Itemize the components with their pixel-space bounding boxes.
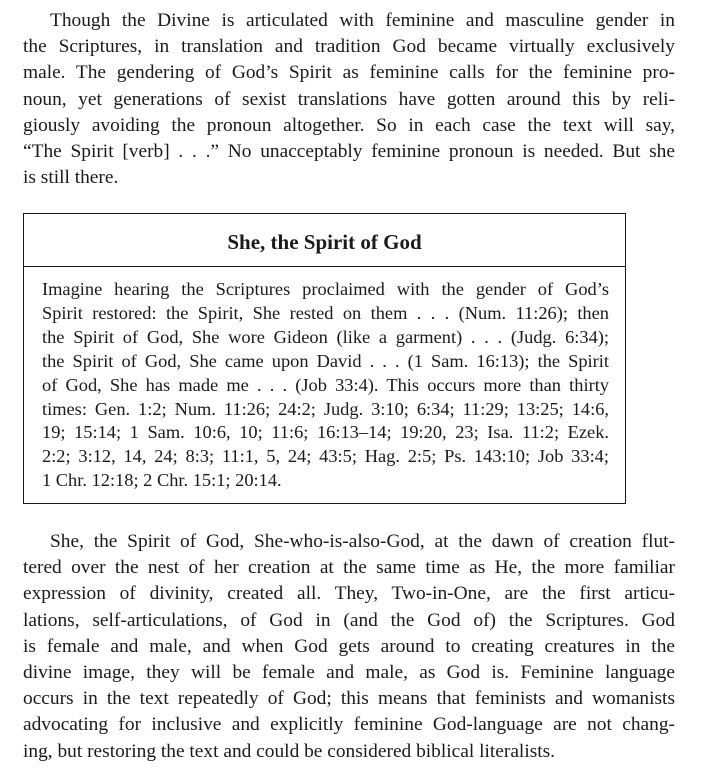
sidebar-line: 19; 15:14; 1 Sam. 10:6, 10; 11:6; 16:13–14; 19:20, 23; Isa. 11:2; Ezek. bbox=[42, 422, 609, 443]
sidebar-line: of God, She has made me . . . (Job 33:4). This occurs more than thirty bbox=[42, 374, 609, 395]
paragraph-line: ing, but restoring the text and could be considered biblical literalists. bbox=[23, 740, 556, 762]
sidebar-line: times: Gen. 1:2; Num. 11:26; 24:2; Judg. 3:10; 6:34; 11:29; 13:25; 14:6, bbox=[42, 398, 609, 419]
paragraph-line: tered over the nest of her creation at the same time as He, the more familiar bbox=[23, 557, 675, 579]
sidebar-line: Imagine hearing the Scriptures proclaimed with the gender of God’s bbox=[42, 279, 609, 299]
paragraph-line: the Scriptures, in translation and tradition God became virtually exclusively bbox=[23, 36, 675, 58]
sidebar-box bbox=[23, 213, 626, 504]
paragraph-line: “The Spirit [verb] . . .” No unacceptably feminine pronoun is needed. But she bbox=[23, 141, 675, 163]
paragraph-line: She, the Spirit of God, She-who-is-also-God, at the dawn of creation flut- bbox=[50, 531, 675, 552]
paragraph-line: expression of divinity, created all. They, Two-in-One, are the first articu- bbox=[23, 583, 675, 605]
paragraph-line: Though the Divine is articulated with feminine and masculine gender in bbox=[50, 10, 675, 31]
paragraph-line: occurs in the text repeatedly of God; this means that feminists and womanists bbox=[23, 688, 675, 710]
paragraph-line: giously avoiding the pronoun altogether. So in each case the text will say, bbox=[23, 114, 675, 136]
sidebar-line: 2:2; 3:12, 14, 24; 8:3; 11:1, 5, 24; 43:5; Hag. 2:5; Ps. 143:10; Job 33:4; bbox=[42, 446, 609, 467]
paragraph-line: lations, self-articulations, of God in (and the God of) the Scriptures. God bbox=[23, 609, 675, 631]
sidebar-line: the Spirit of God, She wore Gideon (like a garment) . . . (Judg. 6:34); bbox=[42, 326, 609, 347]
paragraph-line: male. The gendering of God’s Spirit as feminine calls for the feminine pro- bbox=[23, 62, 675, 84]
paragraph-line: is still there. bbox=[23, 167, 119, 189]
paragraph-line: divine image, they will be female and male, as God is. Feminine language bbox=[23, 662, 675, 684]
paragraph-2-text bbox=[23, 529, 675, 765]
sidebar-title: She, the Spirit of God bbox=[227, 229, 422, 254]
sidebar-line: Spirit restored: the Spirit, She rested on them . . . (Num. 11:26); then bbox=[42, 302, 609, 323]
paragraph-1 bbox=[23, 8, 675, 191]
sidebar-body bbox=[24, 267, 625, 503]
sidebar-line: 1 Chr. 12:18; 2 Chr. 15:1; 20:14. bbox=[42, 470, 282, 491]
paragraph-2 bbox=[23, 529, 675, 765]
paragraph-line: advocating for inclusive and explicitly feminine God-language are not chang- bbox=[23, 714, 675, 736]
paragraph-line: noun, yet generations of sexist translations have gotten around this by reli- bbox=[23, 88, 675, 110]
sidebar-header bbox=[24, 214, 625, 267]
paragraph-line: is female and male, and when God gets around to creating creatures in the bbox=[23, 635, 675, 657]
sidebar-line: the Spirit of God, She came upon David . . . (1 Sam. 16:13); the Spirit bbox=[42, 350, 609, 371]
paragraph-1-text bbox=[23, 8, 675, 191]
